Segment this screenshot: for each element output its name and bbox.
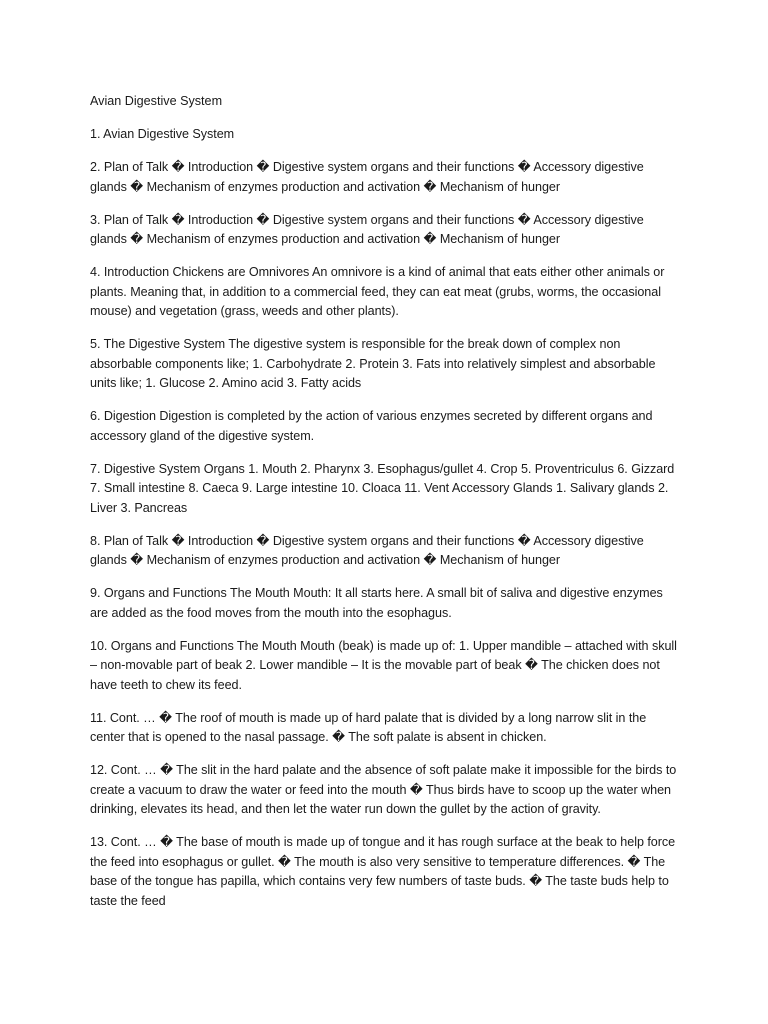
paragraph-6: 6. Digestion Digestion is completed by the action of various enzymes secreted by different organs and accessory gland of the digestive system. <box>90 409 653 443</box>
paragraph-3: 3. Plan of Talk � Introduction � Digestive system organs and their functions � Accessory digestive glands � Mechanism of enzymes production and activation � Mechanism of hunger <box>90 212 644 246</box>
paragraph-10: 10. Organs and Functions The Mouth Mouth (beak) is made up of: 1. Upper mandible – attached with skull – non-movable part of beak 2. Lower mandible – It is the movable part of beak � The chicken does not have teeth to chew its feed. <box>90 638 677 692</box>
paragraph-8: 8. Plan of Talk � Introduction � Digestive system organs and their functions � Accessory digestive glands � Mechanism of enzymes production and activation � Mechanism of hunger <box>90 533 644 567</box>
paragraph-5: 5. The Digestive System The digestive system is responsible for the break down of complex non absorbable components like; 1. Carbohydrate 2. Protein 3. Fats into relatively simplest and absorbable units like; 1. Glucose 2. Amino acid 3. Fatty acids <box>90 337 656 390</box>
paragraph-7: 7. Digestive System Organs 1. Mouth 2. Pharynx 3. Esophagus/gullet 4. Crop 5. Proventriculus 6. Gizzard 7. Small intestine 8. Caeca 9. Large intestine 10. Cloaca 11. Vent Accessory Glands 1. Salivary glands 2. Liver 3. Pancreas <box>90 461 675 515</box>
paragraph-13: 13. Cont. … � The base of mouth is made up of tongue and it has rough surface at the beak to help force the feed into esophagus or gullet. � The mouth is also very sensitive to temperature differences. � The base of the tongue has papilla, which contains very few numbers of taste buds. � The taste buds help to taste the feed <box>90 835 676 908</box>
paragraph-9: 9. Organs and Functions The Mouth Mouth: It all starts here. A small bit of saliva and digestive enzymes are added as the food moves from the mouth into the esophagus. <box>90 586 663 620</box>
paragraph-4: 4. Introduction Chickens are Omnivores An omnivore is a kind of animal that eats either other animals or plants. Meaning that, in addition to a commercial feed, they can eat meat (grubs, worms, the occasional mouse) and vegetation (grass, weeds and other plants). <box>90 265 665 318</box>
paragraph-1: 1. Avian Digestive System <box>90 127 235 141</box>
document-page <box>90 92 682 925</box>
document-title: Avian Digestive System <box>90 94 223 108</box>
paragraph-2: 2. Plan of Talk � Introduction � Digestive system organs and their functions � Accessory digestive glands � Mechanism of enzymes production and activation � Mechanism of hunger <box>90 160 644 194</box>
paragraph-11: 11. Cont. … � The roof of mouth is made up of hard palate that is divided by a long narrow slit in the center that is opened to the nasal passage. � The soft palate is absent in chicken. <box>90 710 647 744</box>
paragraph-12: 12. Cont. … � The slit in the hard palate and the absence of soft palate make it impossible for the birds to create a vacuum to draw the water or feed into the mouth � Thus birds have to scoop up the water when drinking, elevates its head, and then let the water run down the gullet by the action of gravity. <box>90 763 677 816</box>
